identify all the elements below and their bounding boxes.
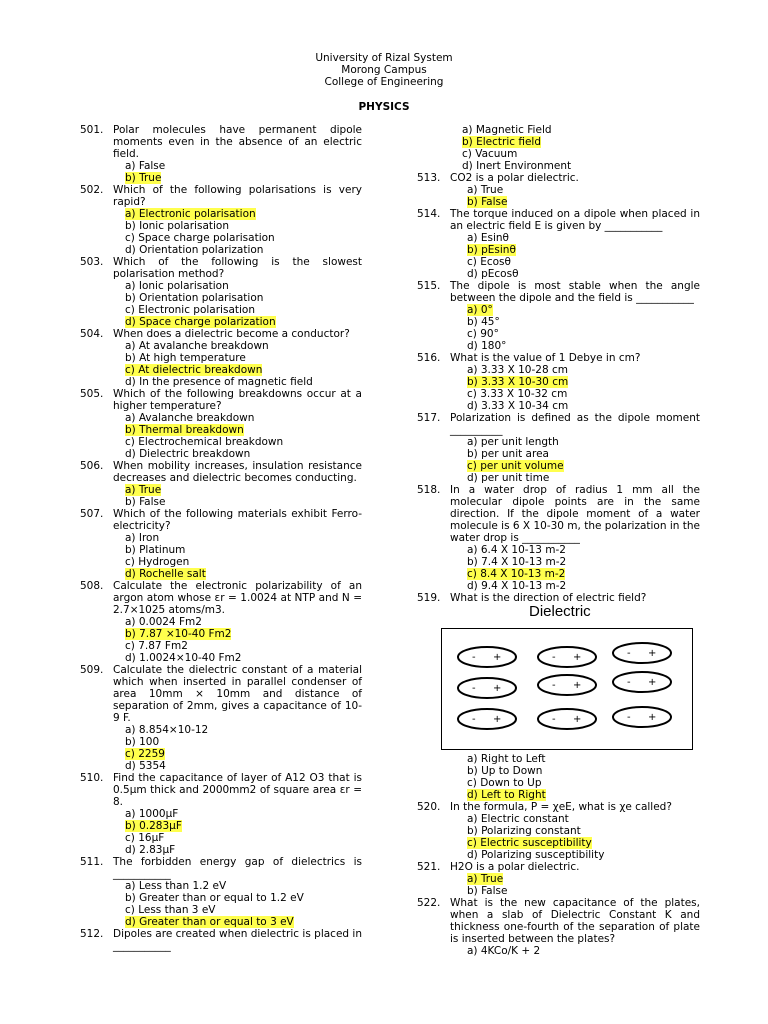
option-text: d) Inert Environment: [462, 160, 572, 172]
option-text: d) 180°: [467, 340, 507, 352]
question-text: When does a dielectric become a conductor?: [113, 328, 350, 340]
plus-sign: +: [573, 652, 582, 663]
option-text: a) Esinθ: [467, 232, 509, 244]
dipole-1: [458, 647, 516, 667]
question: [417, 801, 700, 813]
answer-option: [467, 316, 700, 328]
option-text: a) True: [467, 184, 504, 196]
answer-option: [125, 304, 362, 316]
question-text: What is the direction of electric field?: [450, 592, 647, 604]
answer-option: [125, 532, 362, 544]
option-text: d) 1.0024×10-40 Fm2: [125, 652, 242, 664]
option-text: b) per unit area: [467, 448, 549, 460]
correct-answer: a) True: [125, 484, 162, 496]
question-text: Calculate the electronic polarizability of an argon atom whose εr = 1.0024 at NTP and N = 2.7×1025 atoms/m3.: [113, 580, 362, 616]
option-text: c) Ecosθ: [467, 256, 511, 268]
option-text: d) 5354: [125, 760, 166, 772]
question-number: 507.: [80, 508, 104, 520]
answer-option: [467, 556, 700, 568]
question: [80, 772, 362, 808]
question: [80, 328, 362, 340]
option-text: c) Down to Up: [467, 777, 542, 789]
answer-option: [125, 292, 362, 304]
question: [80, 256, 362, 280]
page-title: PHYSICS: [358, 101, 410, 113]
question-text: Polar molecules have permanent dipole moments even in the absence of an electric field.: [113, 124, 362, 160]
answer-option: [467, 448, 700, 460]
answer-option: [125, 340, 362, 352]
option-text: b) 45°: [467, 316, 500, 328]
question-text: Find the capacitance of layer of A12 O3 that is 0.5μm thick and 2000mm2 of square area εr = 8.: [113, 772, 362, 808]
question-number: 505.: [80, 388, 104, 400]
option-text: d) 9.4 X 10-13 m-2: [467, 580, 567, 592]
answer-option: [462, 136, 700, 148]
question: [80, 388, 362, 412]
minus-sign: -: [627, 648, 631, 659]
dipole-7: [458, 709, 516, 729]
question-number: 520.: [417, 801, 441, 813]
plus-sign: +: [648, 648, 657, 659]
question-number: 503.: [80, 256, 104, 268]
option-text: c) 3.33 X 10-32 cm: [467, 388, 568, 400]
option-text: b) Ionic polarisation: [125, 220, 229, 232]
option-text: a) Ionic polarisation: [125, 280, 229, 292]
answer-option: [467, 580, 700, 592]
question-number: 501.: [80, 124, 104, 136]
question: [80, 124, 362, 160]
option-text: c) Vacuum: [462, 148, 518, 160]
university-name: University of Rizal System: [315, 52, 453, 64]
answer-option: [462, 160, 700, 172]
correct-answer: a) True: [467, 873, 504, 885]
option-text: b) Greater than or equal to 1.2 eV: [125, 892, 304, 904]
answer-option: [125, 208, 362, 220]
dipole-3: [613, 643, 671, 663]
correct-answer: b) 0.283μF: [125, 820, 182, 832]
question-text: Which of the following breakdowns occur at a higher temperature?: [113, 388, 362, 412]
answer-option: [125, 808, 362, 820]
left-column: [80, 124, 362, 952]
option-text: a) per unit length: [467, 436, 559, 448]
question-number: 517.: [417, 412, 441, 424]
answer-option: [467, 753, 700, 765]
option-text: b) At high temperature: [125, 352, 246, 364]
minus-sign: -: [627, 712, 631, 723]
answer-option: [467, 873, 700, 885]
dipole-diagram: [442, 629, 692, 749]
question-text: The torque induced on a dipole when placed in an electric field E is given by ___________: [450, 208, 700, 232]
answer-option: [467, 777, 700, 789]
option-text: c) 90°: [467, 328, 499, 340]
option-text: c) 16μF: [125, 832, 165, 844]
answer-option: [125, 904, 362, 916]
answer-option: [125, 544, 362, 556]
option-text: d) pEcosθ: [467, 268, 519, 280]
question-text: The forbidden energy gap of dielectrics is ___________: [113, 856, 362, 880]
answer-option: [125, 892, 362, 904]
minus-sign: -: [552, 680, 556, 691]
answer-option: [467, 825, 700, 837]
question: [417, 352, 700, 364]
correct-answer: d) Left to Right: [467, 789, 546, 801]
question-text: In a water drop of radius 1 mm all the molecular dipole points are in the same direction. If the dipole moment of a water molecule is 6 X 10-30 m, the polarization in the water drop is ___________: [450, 484, 700, 544]
question-number: 502.: [80, 184, 104, 196]
option-text: c) Space charge polarisation: [125, 232, 275, 244]
minus-sign: -: [552, 714, 556, 725]
question-number: 510.: [80, 772, 104, 784]
option-text: c) Hydrogen: [125, 556, 190, 568]
correct-answer: d) Greater than or equal to 3 eV: [125, 916, 294, 928]
minus-sign: -: [627, 677, 631, 688]
question-text: Which of the following materials exhibit Ferro-electricity?: [113, 508, 362, 532]
option-text: c) Electronic polarisation: [125, 304, 255, 316]
answer-option: [467, 544, 700, 556]
option-text: a) 0.0024 Fm2: [125, 616, 202, 628]
question: [417, 208, 700, 232]
option-text: b) False: [125, 496, 166, 508]
answer-option: [467, 436, 700, 448]
question-number: 522.: [417, 897, 441, 909]
question: [417, 412, 700, 436]
correct-answer: b) True: [125, 172, 162, 184]
option-text: b) Polarizing constant: [467, 825, 581, 837]
question: [80, 460, 362, 484]
option-text: a) 6.4 X 10-13 m-2: [467, 544, 566, 556]
answer-option: [467, 460, 700, 472]
option-text: a) Less than 1.2 eV: [125, 880, 227, 892]
answer-option: [462, 124, 700, 136]
question: [417, 484, 700, 544]
answer-option: [467, 256, 700, 268]
option-text: a) At avalanche breakdown: [125, 340, 269, 352]
answer-option: [125, 628, 362, 640]
answer-option: [125, 364, 362, 376]
dipole-9: [613, 707, 671, 727]
answer-option: [467, 268, 700, 280]
minus-sign: -: [552, 652, 556, 663]
answer-option: [125, 160, 362, 172]
answer-option: [467, 184, 700, 196]
correct-answer: b) 3.33 X 10-30 cm: [467, 376, 569, 388]
option-text: d) 3.33 X 10-34 cm: [467, 400, 569, 412]
question-number: 516.: [417, 352, 441, 364]
answer-option: [125, 280, 362, 292]
answer-option: [467, 388, 700, 400]
question-text: In the formula, P = χeE, what is χe called?: [450, 801, 672, 813]
figure-title: Dielectric: [529, 603, 591, 620]
answer-option: [125, 316, 362, 328]
answer-option: [125, 832, 362, 844]
correct-answer: b) 7.87 ×10-40 Fm2: [125, 628, 232, 640]
question-text: Which of the following is the slowest polarisation method?: [113, 256, 362, 280]
question-text: Dipoles are created when dielectric is placed in ___________: [113, 928, 362, 952]
option-text: c) Less than 3 eV: [125, 904, 216, 916]
option-text: d) Orientation polarization: [125, 244, 264, 256]
correct-answer: c) At dielectric breakdown: [125, 364, 263, 376]
answer-option: [125, 244, 362, 256]
answer-option: [125, 496, 362, 508]
answer-option: [467, 340, 700, 352]
answer-option: [125, 220, 362, 232]
minus-sign: -: [472, 714, 476, 725]
plus-sign: +: [648, 677, 657, 688]
dipole-8: [538, 709, 596, 729]
option-text: d) 2.83μF: [125, 844, 176, 856]
question-text: Which of the following polarisations is very rapid?: [113, 184, 362, 208]
answer-option: [125, 568, 362, 580]
dipole-6: [613, 672, 671, 692]
dipole-5: [538, 675, 596, 695]
question-number: 518.: [417, 484, 441, 496]
answer-option: [125, 880, 362, 892]
question-number: 512.: [80, 928, 104, 940]
option-text: b) False: [467, 885, 508, 897]
question: [80, 664, 362, 724]
option-text: d) Dielectric breakdown: [125, 448, 251, 460]
answer-option: [125, 844, 362, 856]
option-text: c) Electrochemical breakdown: [125, 436, 284, 448]
correct-answer: b) False: [467, 196, 508, 208]
plus-sign: +: [648, 712, 657, 723]
question-text: Calculate the dielectric constant of a material which when inserted in parallel condenser of area 10mm × 10mm and distance of separation of 2mm, gives a capacitance of 10-9 F.: [113, 664, 362, 724]
answer-option: [467, 813, 700, 825]
answer-option: [467, 376, 700, 388]
correct-answer: d) Rochelle salt: [125, 568, 206, 580]
document-header: [0, 52, 768, 113]
campus-name: Morong Campus: [341, 64, 427, 76]
answer-option: [125, 616, 362, 628]
correct-answer: c) Electric susceptibility: [467, 837, 592, 849]
answer-option: [467, 364, 700, 376]
option-text: d) Polarizing susceptibility: [467, 849, 605, 861]
question-number: 514.: [417, 208, 441, 220]
correct-answer: c) per unit volume: [467, 460, 564, 472]
correct-answer: b) pEsinθ: [467, 244, 516, 256]
question: [417, 897, 700, 945]
dipole-4: [458, 678, 516, 698]
option-text: b) Orientation polarisation: [125, 292, 264, 304]
question-number: 513.: [417, 172, 441, 184]
answer-option: [125, 820, 362, 832]
option-text: b) Up to Down: [467, 765, 543, 777]
question: [80, 508, 362, 532]
college-name: College of Engineering: [324, 76, 444, 88]
dielectric-box: [441, 628, 693, 750]
option-text: a) Magnetic Field: [462, 124, 552, 136]
dipole-2: [538, 647, 596, 667]
question-number: 511.: [80, 856, 104, 868]
answer-option: [467, 789, 700, 801]
question-number: 506.: [80, 460, 104, 472]
question: [417, 861, 700, 873]
correct-answer: a) 0°: [467, 304, 493, 316]
answer-option: [125, 484, 362, 496]
answer-option: [467, 304, 700, 316]
option-text: c) 7.87 Fm2: [125, 640, 188, 652]
plus-sign: +: [493, 683, 502, 694]
minus-sign: -: [472, 683, 476, 694]
question-number: 519.: [417, 592, 441, 604]
answer-option: [125, 172, 362, 184]
question-text: What is the value of 1 Debye in cm?: [450, 352, 641, 364]
plus-sign: +: [573, 714, 582, 725]
option-text: d) per unit time: [467, 472, 550, 484]
answer-option: [125, 412, 362, 424]
answer-option: [125, 724, 362, 736]
option-text: a) 1000μF: [125, 808, 179, 820]
plus-sign: +: [493, 652, 502, 663]
minus-sign: -: [472, 652, 476, 663]
question: [80, 580, 362, 616]
question: [417, 172, 700, 184]
answer-option: [125, 760, 362, 772]
question-text: CO2 is a polar dielectric.: [450, 172, 579, 184]
question-text: When mobility increases, insulation resistance decreases and dielectric becomes conducting.: [113, 460, 362, 484]
answer-option: [125, 232, 362, 244]
answer-option: [467, 568, 700, 580]
question-number: 504.: [80, 328, 104, 340]
dielectric-figure: [441, 603, 693, 751]
answer-option: [467, 244, 700, 256]
option-text: a) Avalanche breakdown: [125, 412, 255, 424]
option-text: a) 3.33 X 10-28 cm: [467, 364, 568, 376]
correct-answer: b) Electric field: [462, 136, 542, 148]
answer-option: [125, 916, 362, 928]
question-number: 508.: [80, 580, 104, 592]
option-text: a) 4KCo/K + 2: [467, 945, 541, 957]
answer-option: [467, 232, 700, 244]
question-number: 515.: [417, 280, 441, 292]
correct-answer: c) 2259: [125, 748, 165, 760]
answer-option: [125, 436, 362, 448]
plus-sign: +: [493, 714, 502, 725]
answer-option: [467, 196, 700, 208]
correct-answer: c) 8.4 X 10-13 m-2: [467, 568, 566, 580]
option-text: b) 100: [125, 736, 160, 748]
question-text: Polarization is defined as the dipole moment __________: [450, 412, 700, 436]
answer-option: [125, 748, 362, 760]
option-text: a) Iron: [125, 532, 160, 544]
option-text: a) Right to Left: [467, 753, 546, 765]
question: [80, 856, 362, 880]
correct-answer: d) Space charge polarization: [125, 316, 276, 328]
option-text: b) Platinum: [125, 544, 186, 556]
answer-option: [125, 352, 362, 364]
answer-option: [125, 376, 362, 388]
answer-option: [467, 849, 700, 861]
option-text: a) Electric constant: [467, 813, 569, 825]
answer-option: [462, 148, 700, 160]
answer-option: [125, 652, 362, 664]
question-text: The dipole is most stable when the angle between the dipole and the field is ___________: [450, 280, 700, 304]
question: [80, 184, 362, 208]
right-column: [417, 124, 700, 957]
question-number: 509.: [80, 664, 104, 676]
option-text: a) 8.854×10-12: [125, 724, 209, 736]
answer-option: [467, 472, 700, 484]
answer-option: [125, 640, 362, 652]
answer-option: [467, 945, 700, 957]
answer-option: [125, 736, 362, 748]
question-text: H2O is a polar dielectric.: [450, 861, 580, 873]
option-text: a) False: [125, 160, 166, 172]
question: [417, 280, 700, 304]
question-number: 521.: [417, 861, 441, 873]
answer-option: [125, 556, 362, 568]
option-text: b) 7.4 X 10-13 m-2: [467, 556, 567, 568]
answer-option: [125, 424, 362, 436]
plus-sign: +: [573, 680, 582, 691]
correct-answer: a) Electronic polarisation: [125, 208, 256, 220]
question-text: What is the new capacitance of the plates, when a slab of Dielectric Constant K and thickness one-fourth of the separation of plate is inserted between the plates?: [450, 897, 700, 945]
correct-answer: b) Thermal breakdown: [125, 424, 244, 436]
question: [80, 928, 362, 952]
answer-option: [467, 885, 700, 897]
answer-option: [125, 448, 362, 460]
answer-option: [467, 400, 700, 412]
option-text: d) In the presence of magnetic field: [125, 376, 313, 388]
answer-option: [467, 328, 700, 340]
answer-option: [467, 765, 700, 777]
answer-option: [467, 837, 700, 849]
